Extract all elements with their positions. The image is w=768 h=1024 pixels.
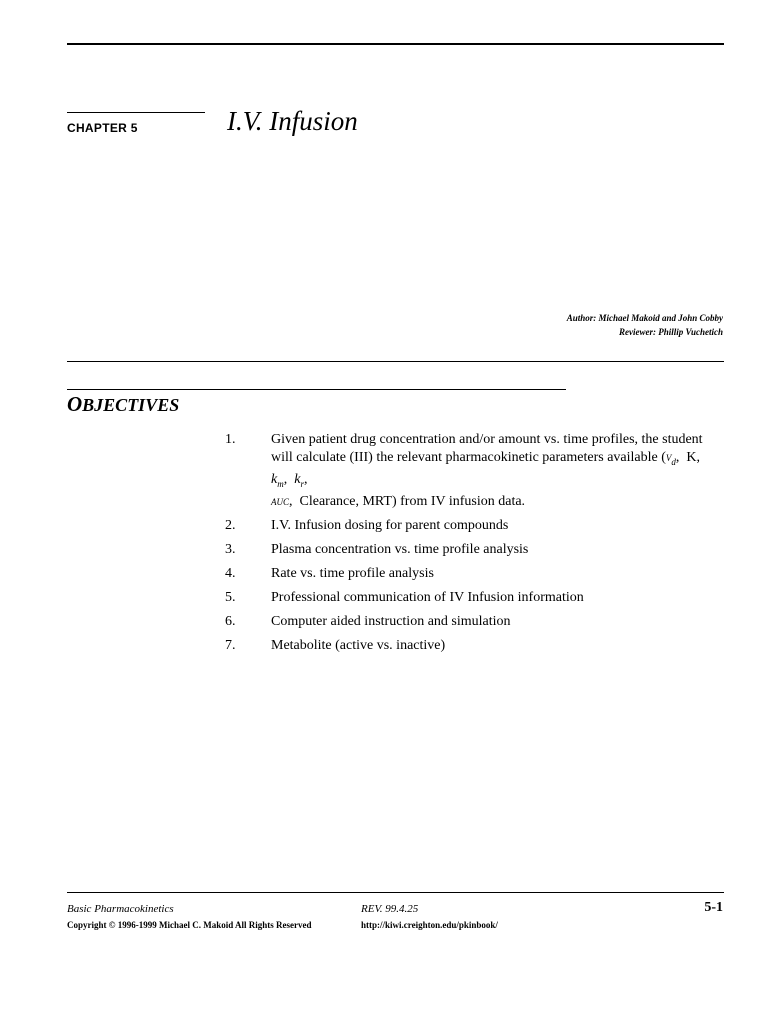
param-auc: AUC <box>271 496 289 507</box>
list-item <box>225 637 725 655</box>
author-credit: Author: Michael Makoid and John Cobby <box>566 313 723 323</box>
param-km: $k_m$ <box>271 471 284 489</box>
item-text: Professional communication of IV Infusion information <box>271 589 584 605</box>
item-number: 1. <box>225 432 236 447</box>
param-kr: $k_r$ <box>294 471 304 489</box>
section-rule <box>67 361 724 362</box>
item-text-main: Given patient drug concentration and/or amount vs. time profiles, the student will calculate (III) the relevant pharmacokinetic parameters available ( <box>271 432 703 465</box>
item-number: 6. <box>225 613 236 629</box>
param-vd: $V_d$ <box>665 453 676 467</box>
item-text: Metabolite (active vs. inactive) <box>271 637 446 653</box>
footer-copyright: Copyright © 1996-1999 Michael C. Makoid All Rights Reserved <box>67 920 312 930</box>
list-item <box>225 431 725 511</box>
item-text: Given patient drug concentration and/or amount vs. time profiles, the student will calculate (III) the relevant pharmacokinetic parameters available ($V_d$, K, $k_m$, $k_r$, AUC, Clearance, MRT) from IV infusion data. <box>271 432 704 509</box>
item-text-rest: Clearance, MRT) from IV infusion data. <box>299 493 526 509</box>
item-number: 5. <box>225 589 236 605</box>
footer-book-title: Basic Pharmacokinetics <box>67 903 174 915</box>
item-text: Plasma concentration vs. time profile analysis <box>271 541 529 557</box>
chapter-title: I.V. Infusion <box>227 106 358 136</box>
footer-url[interactable]: http://kiwi.creighton.edu/pkinbook/ <box>361 920 498 930</box>
footer-rule <box>67 892 724 893</box>
item-text: Rate vs. time profile analysis <box>271 565 434 581</box>
objectives-heading-initial: O <box>67 392 83 416</box>
item-number: 2. <box>225 517 236 533</box>
item-number: 7. <box>225 637 236 653</box>
item-number: 4. <box>225 565 236 581</box>
objectives-rule <box>67 389 566 390</box>
item-text: I.V. Infusion dosing for parent compounds <box>271 517 509 533</box>
objectives-heading <box>67 392 179 417</box>
top-rule <box>67 43 724 45</box>
footer-revision: REV. 99.4.25 <box>361 903 419 915</box>
list-item <box>225 541 725 559</box>
list-item <box>225 517 725 535</box>
list-item <box>225 613 725 631</box>
chapter-label: CHAPTER 5 <box>67 121 138 135</box>
param-k: K <box>686 450 697 465</box>
item-number: 3. <box>225 541 236 557</box>
objectives-list <box>225 431 725 661</box>
page-number: 5-1 <box>704 900 723 915</box>
reviewer-credit: Reviewer: Phillip Vuchetich <box>619 327 723 337</box>
item-text: Computer aided instruction and simulation <box>271 613 511 629</box>
objectives-heading-rest: BJECTIVES <box>82 395 180 415</box>
list-item <box>225 589 725 607</box>
chapter-rule <box>67 112 205 113</box>
list-item <box>225 565 725 583</box>
